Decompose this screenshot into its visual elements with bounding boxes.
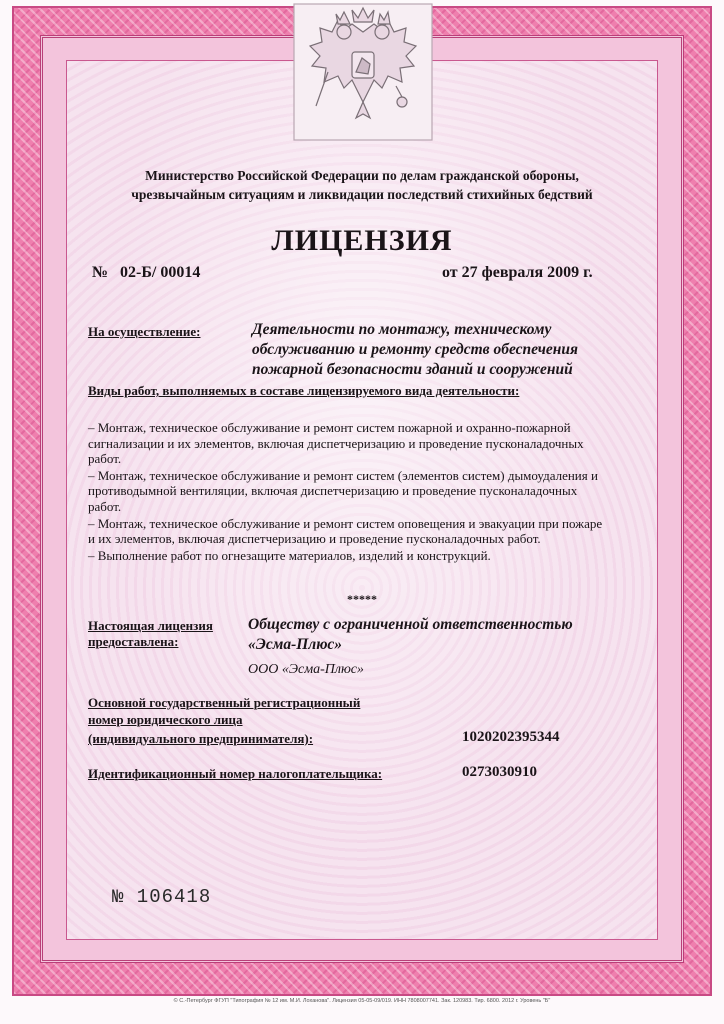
ogrn-label-line-2: номер юридического лица	[88, 712, 243, 727]
works-header: Виды работ, выполняемых в составе лицензируемого вида деятельности:	[88, 383, 520, 398]
section-separator: *****	[347, 592, 377, 606]
inn-label: Идентификационный номер налогоплательщика:	[88, 766, 383, 781]
work-item: – Выполнение работ по огнезащите материалов, изделий и конструкций.	[88, 547, 491, 563]
inn-value: 0273030910	[462, 764, 537, 780]
license-number-label: №	[92, 264, 109, 281]
activity-line-3: пожарной безопасности зданий и сооружений	[252, 361, 573, 378]
organization-name-line-1: Обществу с ограниченной ответственностью	[248, 616, 573, 633]
ministry-name-line-1: Министерство Российской Федерации по делам гражданской обороны,	[145, 168, 579, 183]
ministry-name-line-2: чрезвычайным ситуациям и ликвидации последствий стихийных бедствий	[131, 187, 593, 202]
ogrn-label-line-3: (индивидуального предпринимателя):	[88, 731, 314, 746]
work-item: – Монтаж, техническое обслуживание и ремонт систем (элементов систем) дымоудаления и противодымной вентиляции, включая диспетчеризацию и проведение пусконаладочных работ.	[88, 467, 598, 514]
works-list	[88, 420, 608, 564]
ogrn-value: 1020202395344	[462, 729, 560, 745]
organization-name-line-2: «Эсма-Плюс»	[248, 636, 342, 653]
work-item: – Монтаж, техническое обслуживание и ремонт систем оповещения и эвакуации при пожаре и их элементов, включая диспетчеризацию и проведение пусконаладочных работ.	[88, 515, 603, 547]
work-item: – Монтаж, техническое обслуживание и ремонт систем пожарной и охранно-пожарной сигнализации и их элементов, включая диспетчеризацию и проведение пусконаладочных работ.	[88, 420, 584, 467]
document-title: ЛИЦЕНЗИЯ	[271, 224, 453, 257]
license-date: от 27 февраля 2009 г.	[442, 264, 593, 281]
license-number: 02-Б/ 00014	[120, 264, 201, 281]
granted-label-line-1: Настоящая лицензия	[88, 618, 213, 633]
activity-line-1: Деятельности по монтажу, техническому	[252, 321, 552, 338]
ogrn-label-line-1: Основной государственный регистрационный	[88, 695, 361, 710]
blank-serial-number: № 106418	[112, 886, 212, 908]
activity-line-2: обслуживанию и ремонту средств обеспечения	[252, 341, 579, 358]
granted-label-line-2: предоставлена:	[88, 634, 179, 649]
activity-label: На осуществление:	[88, 324, 201, 339]
double-headed-eagle-emblem-icon	[292, 2, 434, 142]
printer-imprint: © С.-Петербург ФГУП "Типография № 12 им. М.И. Лоханова". Лицензия 05-05-09/019. ИНН 7808007741. Зак. 120983. Тир. 6800. 2012 г. Уровень "Б"	[173, 998, 551, 1004]
organization-short-name: ООО «Эсма-Плюс»	[248, 662, 364, 677]
